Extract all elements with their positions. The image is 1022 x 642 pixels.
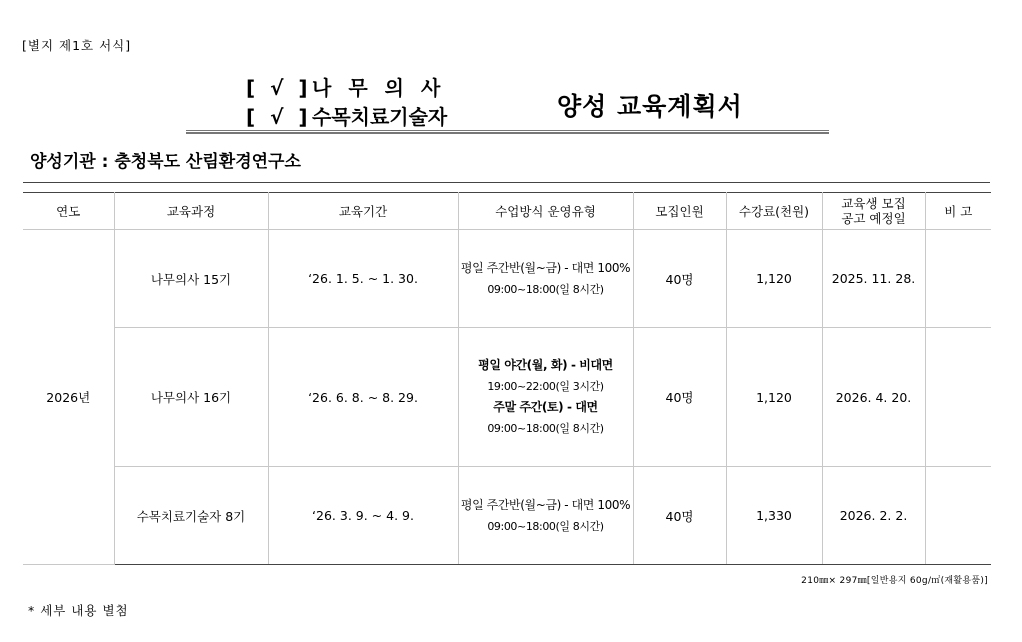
period-cell: ‘26. 1. 5. ~ 1. 30. bbox=[268, 230, 458, 328]
method-hours: 09:00~18:00(일 8시간) bbox=[487, 519, 604, 533]
header-year: 연도 bbox=[23, 193, 114, 230]
remarks-cell bbox=[925, 230, 991, 328]
training-institution: 양성기관 : 충청북도 산림환경연구소 bbox=[30, 152, 301, 172]
method-cell bbox=[458, 328, 633, 467]
top-rule bbox=[23, 182, 990, 183]
remarks-cell bbox=[925, 467, 991, 565]
qualification-checks bbox=[246, 74, 457, 132]
capacity-cell: 40명 bbox=[633, 328, 726, 467]
header-notice-date bbox=[822, 193, 925, 230]
method-line: 평일 주간반(월~금) - 대면 100% bbox=[460, 497, 631, 512]
title-underline bbox=[186, 130, 829, 134]
method-hours: 19:00~22:00(일 3시간) bbox=[487, 380, 604, 393]
header-fee: 수강료(천원) bbox=[726, 193, 822, 230]
fee-cell: 1,120 bbox=[726, 230, 822, 328]
method-line: 평일 야간(월, 화) - 비대면 bbox=[478, 358, 613, 372]
method-hours: 09:00~18:00(일 8시간) bbox=[487, 282, 604, 296]
header-capacity: 모집인원 bbox=[633, 193, 726, 230]
check-line-tree-technician bbox=[246, 103, 457, 132]
header-period: 교육기간 bbox=[268, 193, 458, 230]
header-method: 수업방식 운영유형 bbox=[458, 193, 633, 230]
notice-date-cell: 2026. 2. 2. bbox=[822, 467, 925, 565]
checkmark-box: [ √ ] bbox=[246, 76, 312, 100]
method-cell bbox=[458, 467, 633, 565]
document-title: 양성 교육계획서 bbox=[557, 92, 743, 121]
header-notice-line1: 교육생 모집 bbox=[841, 196, 906, 211]
fee-cell: 1,120 bbox=[726, 328, 822, 467]
course-cell: 나무의사 15기 bbox=[114, 230, 268, 328]
header-remarks: 비 고 bbox=[925, 193, 991, 230]
course-cell: 수목치료기술자 8기 bbox=[114, 467, 268, 565]
header-course: 교육과정 bbox=[114, 193, 268, 230]
footnote: * 세부 내용 별첨 bbox=[28, 603, 129, 618]
period-cell: ‘26. 6. 8. ~ 8. 29. bbox=[268, 328, 458, 467]
qualification-name: 나무의사 bbox=[312, 76, 458, 100]
table-header-row bbox=[23, 193, 991, 230]
capacity-cell: 40명 bbox=[633, 467, 726, 565]
period-cell: ‘26. 3. 9. ~ 4. 9. bbox=[268, 467, 458, 565]
qualification-name: 수목치료기술자 bbox=[312, 105, 448, 129]
method-line: 평일 주간반(월~금) - 대면 100% bbox=[460, 260, 631, 275]
notice-date-cell: 2025. 11. 28. bbox=[822, 230, 925, 328]
year-cell: 2026년 bbox=[23, 230, 114, 565]
check-line-tree-doctor bbox=[246, 74, 457, 103]
course-cell: 나무의사 16기 bbox=[114, 328, 268, 467]
form-label: [별지 제1호 서식] bbox=[22, 38, 132, 53]
notice-date-cell: 2026. 4. 20. bbox=[822, 328, 925, 467]
paper-spec-note: 210㎜× 297㎜[일반용지 60g/㎡(재활용품)] bbox=[801, 576, 988, 586]
fee-cell: 1,330 bbox=[726, 467, 822, 565]
method-cell bbox=[458, 230, 633, 328]
education-plan-table bbox=[23, 192, 991, 565]
header-notice-line2: 공고 예정일 bbox=[841, 211, 906, 226]
checkmark-box: [ √ ] bbox=[246, 105, 312, 129]
table-row bbox=[23, 230, 991, 328]
table-row bbox=[23, 328, 991, 467]
capacity-cell: 40명 bbox=[633, 230, 726, 328]
method-line: 주말 주간(토) - 대면 bbox=[493, 400, 598, 414]
method-hours: 09:00~18:00(일 8시간) bbox=[487, 422, 604, 435]
remarks-cell bbox=[925, 328, 991, 467]
table-row bbox=[23, 467, 991, 565]
